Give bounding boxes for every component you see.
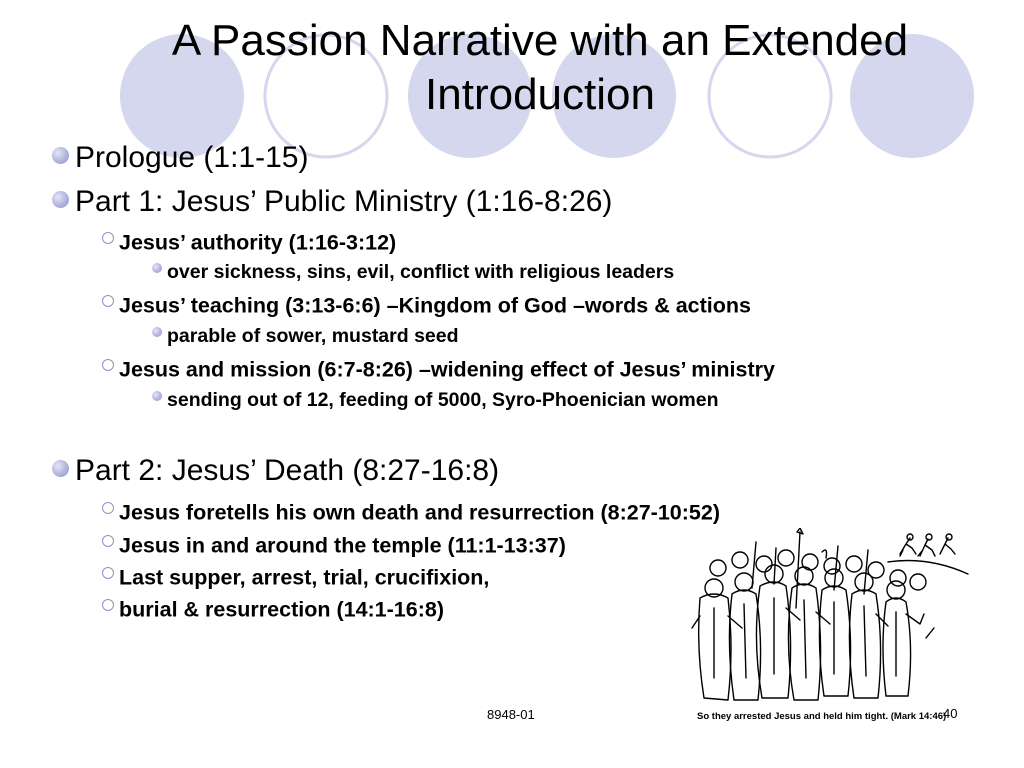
bullet-part-2 bbox=[52, 452, 499, 489]
bullet-text: Jesus and mission (6:7-8:26) –widening effect of Jesus’ ministry bbox=[119, 357, 775, 382]
sub-bullet-last-supper bbox=[102, 562, 489, 591]
bullet-prologue bbox=[52, 139, 308, 176]
hollow-circle-bullet-icon bbox=[102, 232, 114, 244]
sub-bullet-authority bbox=[102, 227, 396, 256]
hollow-circle-bullet-icon bbox=[102, 599, 114, 611]
hollow-circle-bullet-icon bbox=[102, 359, 114, 371]
title-line-1: A Passion Narrative with an Extended bbox=[171, 16, 909, 65]
bullet-text: over sickness, sins, evil, conflict with religious leaders bbox=[167, 260, 675, 283]
bullet-text: parable of sower, mustard seed bbox=[167, 324, 459, 347]
filled-circle-bullet-icon bbox=[52, 460, 69, 477]
small-filled-circle-bullet-icon bbox=[152, 263, 162, 273]
hollow-circle-bullet-icon bbox=[102, 535, 114, 547]
bullet-text: Part 1: Jesus’ Public Ministry (1:16-8:26) bbox=[75, 185, 613, 219]
bullet-text: Part 2: Jesus’ Death (8:27-16:8) bbox=[75, 454, 500, 488]
bullet-text: Jesus’ authority (1:16-3:12) bbox=[119, 230, 397, 255]
filled-circle-bullet-icon bbox=[52, 191, 69, 208]
bullet-text: Last supper, arrest, trial, crucifixion, bbox=[119, 565, 490, 590]
sub-bullet-mission bbox=[102, 354, 775, 383]
bullet-text: burial & resurrection (14:1-16:8) bbox=[119, 597, 444, 622]
small-filled-circle-bullet-icon bbox=[152, 391, 162, 401]
bullet-text: Jesus in and around the temple (11:1-13:37) bbox=[119, 533, 566, 558]
bullet-text: Jesus’ teaching (3:13-6:6) –Kingdom of God –words & actions bbox=[119, 293, 751, 318]
sub-sub-bullet-sending bbox=[152, 386, 719, 413]
small-filled-circle-bullet-icon bbox=[152, 327, 162, 337]
hollow-circle-bullet-icon bbox=[102, 295, 114, 307]
page-number: 40 bbox=[943, 706, 958, 721]
sub-sub-bullet-sickness bbox=[152, 258, 674, 285]
footer-code: 8948-01 bbox=[487, 707, 535, 722]
illustration-caption: So they arrested Jesus and held him tight. (Mark 14:46) bbox=[697, 711, 947, 722]
sub-bullet-foretells bbox=[102, 497, 720, 526]
bullet-text: sending out of 12, feeding of 5000, Syro-Phoenician women bbox=[167, 388, 719, 411]
hollow-circle-bullet-icon bbox=[102, 502, 114, 514]
sub-bullet-teaching bbox=[102, 290, 751, 319]
bullet-part-1 bbox=[52, 183, 612, 220]
bullet-text: Jesus foretells his own death and resurrection (8:27-10:52) bbox=[119, 500, 720, 525]
title-line-2: Introduction bbox=[425, 70, 655, 119]
bullet-text: Prologue (1:1-15) bbox=[75, 141, 309, 175]
sub-bullet-temple bbox=[102, 530, 566, 559]
arrest-crowd-illustration bbox=[688, 528, 973, 710]
filled-circle-bullet-icon bbox=[52, 147, 69, 164]
sub-sub-bullet-parable bbox=[152, 322, 459, 349]
sub-bullet-burial bbox=[102, 594, 444, 623]
hollow-circle-bullet-icon bbox=[102, 567, 114, 579]
